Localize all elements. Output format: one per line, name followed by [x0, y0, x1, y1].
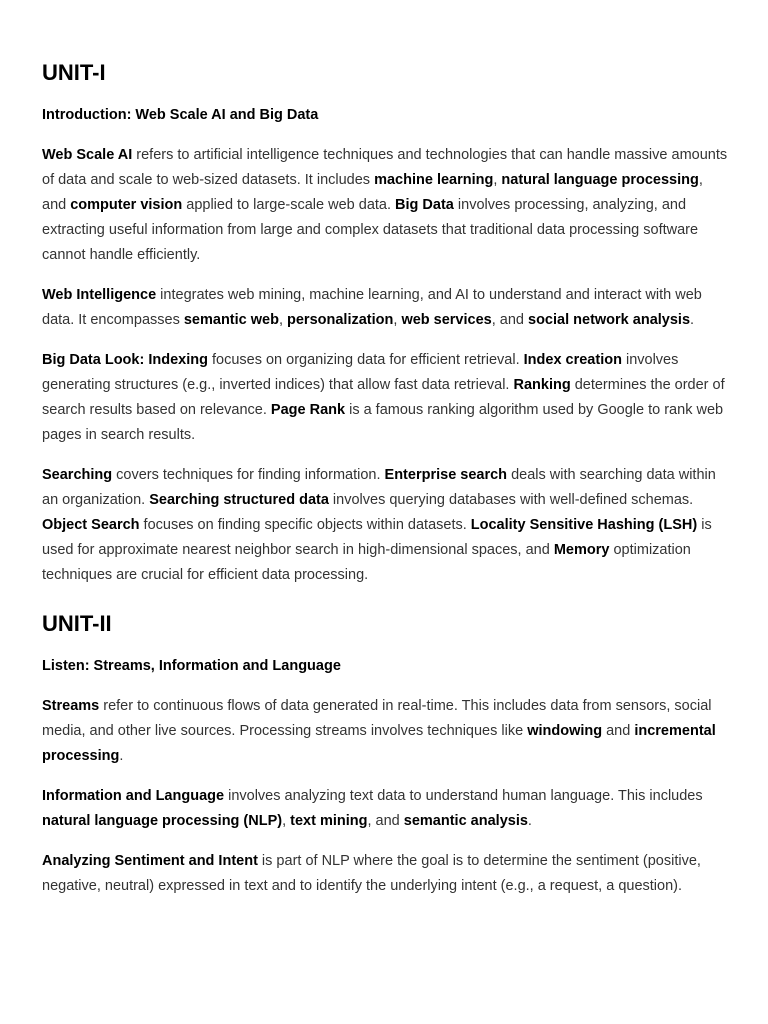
text-run: ,	[278, 312, 288, 328]
text-run: , and	[491, 312, 529, 328]
bold-term: Information and Language	[42, 788, 225, 804]
text-run: determines the order of search results based on relevance.	[42, 377, 725, 418]
bold-term: Big Data	[395, 197, 454, 213]
text-run: is a famous ranking algorithm used by Google to rank web pages in search results.	[42, 402, 724, 443]
text-run: and	[602, 723, 635, 739]
text-run: focuses on finding specific objects within datasets.	[139, 517, 471, 533]
unit-1-section-title: Introduction: Web Scale AI and Big Data	[42, 107, 319, 123]
bold-term: computer vision	[70, 197, 183, 213]
unit-1-paragraph-3	[42, 348, 728, 448]
text-run: refer to continuous flows of data generated in real-time. This includes data from sensors, social media, and other live sources. Processing streams involves techniques like	[42, 698, 712, 739]
text-run: , and	[42, 172, 703, 213]
unit-2-paragraph-1	[42, 694, 728, 769]
bold-term: social network analysis	[528, 312, 691, 328]
bold-term: Enterprise search	[384, 467, 508, 483]
text-run: involves querying databases with well-defined schemas.	[328, 492, 694, 508]
unit-2-section-title: Listen: Streams, Information and Language	[42, 658, 341, 674]
bold-term: web services	[401, 312, 492, 328]
bold-term: natural language processing	[501, 172, 699, 188]
text-run: is used for approximate nearest neighbor search in high-dimensional spaces, and	[42, 517, 712, 558]
text-run: optimization techniques are crucial for efficient data processing.	[42, 542, 691, 583]
unit-2-title: UNIT-II	[42, 611, 112, 636]
text-run: integrates web mining, machine learning, and AI to understand and interact with web data. It encompasses	[42, 287, 702, 328]
bold-term: Object Search	[42, 517, 140, 533]
bold-term: Searching structured data	[149, 492, 329, 508]
bold-term: Memory	[553, 542, 610, 558]
text-run: is part of NLP where the goal is to determine the sentiment (positive, negative, neutral) expressed in text and to identify the underlying intent (e.g., a request, a question).	[42, 853, 701, 894]
unit-1-paragraph-1	[42, 143, 728, 268]
text-run: .	[690, 312, 695, 328]
bold-term: Locality Sensitive Hashing (LSH)	[470, 517, 698, 533]
text-run: .	[119, 748, 124, 764]
unit-1-paragraph-2	[42, 283, 728, 333]
bold-term: text mining	[290, 813, 368, 829]
bold-term: personalization	[287, 312, 394, 328]
text-run: ,	[493, 172, 502, 188]
bold-term: natural language processing (NLP)	[42, 813, 283, 829]
text-run: covers techniques for finding information.	[112, 467, 385, 483]
text-run: involves generating structures (e.g., inverted indices) that allow fast data retrieval.	[42, 352, 679, 393]
bold-term: semantic web	[183, 312, 279, 328]
text-run: ,	[282, 813, 291, 829]
unit-2-paragraph-2	[42, 784, 728, 834]
text-run: involves processing, analyzing, and extracting useful information from large and complex datasets that traditional data processing software cannot handle efficiently.	[42, 197, 699, 263]
bold-term: Page Rank	[270, 402, 346, 418]
text-run: applied to large-scale web data.	[182, 197, 396, 213]
bold-term: Streams	[42, 698, 100, 714]
text-run: focuses on organizing data for efficient retrieval.	[207, 352, 524, 368]
text-run: deals with searching data within an organization.	[42, 467, 716, 508]
bold-term: Analyzing Sentiment and Intent	[42, 853, 258, 869]
unit-1-paragraph-4	[42, 463, 728, 588]
bold-term: machine learning	[374, 172, 494, 188]
unit-2-paragraph-3	[42, 849, 728, 899]
text-run: ,	[393, 312, 402, 328]
bold-term: Searching	[42, 467, 113, 483]
bold-term: incremental processing	[42, 723, 716, 764]
text-run: involves analyzing text data to understand human language. This includes	[224, 788, 703, 804]
bold-term: Web Scale AI	[42, 147, 133, 163]
text-run: refers to artificial intelligence techniques and technologies that can handle massive amounts of data and scale to web-sized datasets. It includes	[42, 147, 728, 188]
bold-term: Web Intelligence	[42, 287, 157, 303]
bold-term: windowing	[527, 723, 603, 739]
bold-term: Ranking	[513, 377, 571, 393]
bold-term: Big Data Look: Indexing	[42, 352, 208, 368]
text-run: , and	[367, 813, 404, 829]
unit-1-title: UNIT-I	[42, 60, 106, 85]
bold-term: Index creation	[523, 352, 622, 368]
text-run: .	[527, 813, 532, 829]
bold-term: semantic analysis	[403, 813, 528, 829]
